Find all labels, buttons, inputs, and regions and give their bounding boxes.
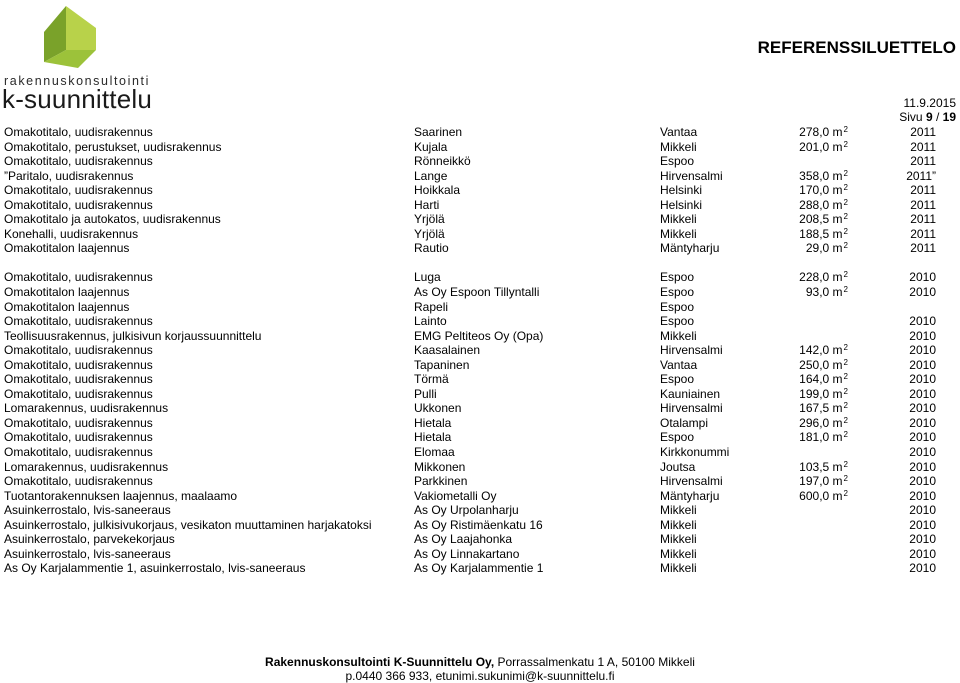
list-item: [0, 401, 960, 416]
project-city: Espoo: [660, 154, 695, 169]
area-value: 208,5: [799, 212, 830, 227]
list-item: [0, 387, 960, 402]
project-description: Omakotitalo, uudisrakennus: [4, 183, 153, 198]
project-city: Mikkeli: [660, 517, 697, 532]
area-value: 103,5: [799, 459, 830, 474]
project-year: 2010: [909, 328, 936, 343]
project-client: EMG Peltiteos Oy (Opa): [414, 328, 544, 343]
project-description: Omakotitalo, uudisrakennus: [4, 372, 153, 387]
project-client: As Oy Karjalammentie 1: [414, 561, 544, 576]
project-city: Hirvensalmi: [660, 343, 723, 358]
page-current: 9: [925, 110, 933, 124]
area-unit: m: [832, 212, 843, 227]
project-year: 2010: [909, 386, 936, 401]
project-year: 2010: [909, 459, 936, 474]
project-city: Mäntyharju: [660, 488, 720, 503]
logo-tagline: rakennuskonsultointi: [4, 74, 150, 88]
project-year: 2011: [910, 183, 936, 198]
project-area: [799, 430, 848, 445]
area-unit: m: [832, 168, 843, 183]
project-description: Asuinkerrostalo, julkisivukorjaus, vesikaton muuttaminen harjakatoksi: [4, 517, 372, 532]
area-unit-superscript: 2: [843, 241, 848, 251]
project-description: Konehalli, uudisrakennus: [4, 226, 139, 241]
project-city: Espoo: [660, 285, 695, 300]
project-client: Rapeli: [414, 299, 449, 314]
project-description: Tuotantorakennuksen laajennus, maalaamo: [4, 488, 238, 503]
project-city: Vantaa: [660, 125, 698, 139]
project-area: [799, 125, 848, 140]
project-year: 2011: [910, 125, 936, 139]
area-value: 181,0: [799, 430, 830, 445]
project-description: Omakotitalon laajennus: [4, 285, 130, 300]
list-item: [0, 503, 960, 518]
list-item: [0, 329, 960, 344]
project-year: 2011: [910, 197, 936, 212]
area-unit: m: [832, 226, 843, 241]
project-description: Omakotitalon laajennus: [4, 241, 130, 256]
list-item: [0, 430, 960, 445]
area-unit-superscript: 2: [843, 430, 848, 440]
project-city: Mäntyharju: [660, 241, 720, 256]
project-year: 2010: [909, 546, 936, 561]
area-unit: m: [832, 241, 843, 256]
area-value: 142,0: [799, 343, 830, 358]
project-city: Joutsa: [660, 459, 696, 474]
area-unit-superscript: 2: [843, 212, 848, 222]
project-description: Omakotitalo, uudisrakennus: [4, 154, 153, 169]
list-item: [0, 372, 960, 387]
area-value: 167,5: [799, 401, 830, 416]
area-value: 288,0: [799, 197, 830, 212]
project-city: Otalampi: [660, 415, 709, 430]
list-item: [0, 518, 960, 533]
project-city: Espoo: [660, 270, 695, 285]
project-city: Mikkeli: [660, 561, 697, 576]
project-client: As Oy Espoon Tillyntalli: [414, 285, 540, 300]
project-area: [799, 270, 848, 285]
project-year: 2010: [909, 270, 936, 285]
project-description: Omakotitalo, uudisrakennus: [4, 125, 153, 139]
project-city: Kauniainen: [660, 386, 721, 401]
list-item: [0, 358, 960, 373]
list-item: [0, 169, 960, 184]
area-value: 197,0: [799, 474, 830, 489]
project-description: Omakotitalo, uudisrakennus: [4, 415, 153, 430]
project-city: Mikkeli: [660, 532, 697, 547]
list-item: [0, 270, 960, 285]
document-title: REFERENSSILUETTELO: [757, 38, 956, 57]
project-description: Omakotitalo, uudisrakennus: [4, 197, 153, 212]
area-unit-superscript: 2: [843, 197, 848, 207]
leaf-logo-icon: [38, 2, 102, 68]
area-value: 29,0: [805, 241, 830, 256]
project-area: [799, 198, 848, 213]
project-year: 2010: [909, 488, 936, 503]
project-area: [799, 343, 848, 358]
list-item: [0, 227, 960, 242]
list-item: [0, 547, 960, 562]
project-city: Mikkeli: [660, 226, 697, 241]
project-client: Mikkonen: [414, 459, 466, 474]
page-total: 19: [942, 110, 956, 124]
project-city: Helsinki: [660, 197, 703, 212]
project-description: Omakotitalo, uudisrakennus: [4, 357, 153, 372]
project-description: Omakotitalo, uudisrakennus: [4, 474, 153, 489]
project-year: 2010: [909, 430, 936, 445]
project-description: Omakotitalo, uudisrakennus: [4, 430, 153, 445]
project-city: Mikkeli: [660, 139, 697, 154]
area-value: 296,0: [799, 415, 830, 430]
project-year: 2011: [910, 241, 936, 256]
project-area: [799, 169, 848, 184]
project-year: 2011: [910, 154, 936, 169]
list-item: [0, 532, 960, 547]
area-unit-superscript: 2: [843, 226, 848, 236]
area-value: 250,0: [799, 357, 830, 372]
project-area: [799, 358, 848, 373]
project-year: 2010: [909, 314, 936, 329]
list-item: [0, 343, 960, 358]
project-year: 2010: [909, 532, 936, 547]
company-logo: [0, 0, 160, 112]
project-year: 2010: [909, 357, 936, 372]
project-city: Helsinki: [660, 183, 703, 198]
area-value: 600,0: [799, 488, 830, 503]
area-unit-superscript: 2: [843, 488, 848, 498]
list-item: [0, 285, 960, 300]
area-unit: m: [832, 343, 843, 358]
project-year: 2011: [910, 139, 936, 154]
area-unit: m: [832, 285, 843, 300]
project-area: [799, 474, 848, 489]
area-unit-superscript: 2: [843, 183, 848, 193]
project-year: 2010: [909, 401, 936, 416]
project-city: Espoo: [660, 372, 695, 387]
project-description: Asuinkerrostalo, parvekekorjaus: [4, 532, 175, 547]
project-client: Saarinen: [414, 125, 463, 139]
area-unit-superscript: 2: [843, 474, 848, 484]
project-city: Hirvensalmi: [660, 401, 723, 416]
list-item: [0, 154, 960, 169]
project-description: As Oy Karjalammentie 1, asuinkerrostalo, lvis-saneeraus: [4, 561, 306, 576]
reference-list: [0, 125, 960, 576]
project-year: 2010: [909, 372, 936, 387]
project-year: 2011”: [906, 168, 936, 183]
document-date: 11.9.2015: [903, 96, 956, 110]
area-unit: m: [832, 125, 843, 139]
project-area: [799, 140, 848, 155]
area-unit-superscript: 2: [843, 415, 848, 425]
area-unit: m: [832, 459, 843, 474]
page-prefix: Sivu: [899, 110, 926, 124]
project-area: [806, 241, 848, 256]
project-year: 2010: [909, 445, 936, 460]
project-client: Hietala: [414, 415, 452, 430]
project-client: Elomaa: [414, 445, 455, 460]
area-value: 164,0: [799, 372, 830, 387]
project-client: As Oy Ristimäenkatu 16: [414, 517, 543, 532]
project-city: Vantaa: [660, 357, 698, 372]
area-unit-superscript: 2: [843, 343, 848, 353]
area-unit-superscript: 2: [843, 357, 848, 367]
project-city: Espoo: [660, 299, 695, 314]
logo-wordmark: k-suunnittelu: [2, 84, 153, 114]
list-item: [0, 460, 960, 475]
project-client: Kujala: [414, 139, 448, 154]
project-year: 2010: [909, 343, 936, 358]
project-description: Omakotitalo, perustukset, uudisrakennus: [4, 139, 222, 154]
project-area: [799, 489, 848, 504]
list-item: [0, 561, 960, 576]
area-unit-superscript: 2: [843, 125, 848, 134]
project-description: Omakotitalo, uudisrakennus: [4, 270, 153, 285]
area-value: 93,0: [805, 285, 830, 300]
area-unit: m: [832, 488, 843, 503]
area-unit: m: [832, 183, 843, 198]
project-client: Hoikkala: [414, 183, 461, 198]
list-item: [0, 445, 960, 460]
area-unit: m: [832, 430, 843, 445]
project-description: Asuinkerrostalo, lvis-saneeraus: [4, 503, 171, 518]
project-description: Omakotitalo, uudisrakennus: [4, 386, 153, 401]
project-description: Lomarakennus, uudisrakennus: [4, 401, 169, 416]
project-client: Pulli: [414, 386, 437, 401]
project-description: Asuinkerrostalo, lvis-saneeraus: [4, 546, 171, 561]
project-area: [806, 285, 848, 300]
project-city: Mikkeli: [660, 212, 697, 227]
project-city: Mikkeli: [660, 503, 697, 518]
project-description: Omakotitalo, uudisrakennus: [4, 445, 153, 460]
project-client: Hietala: [414, 430, 452, 445]
area-unit-superscript: 2: [843, 459, 848, 469]
project-area: [799, 416, 848, 431]
project-client: Yrjölä: [414, 212, 445, 227]
project-client: Lange: [414, 168, 448, 183]
project-area: [799, 183, 848, 198]
list-item: [0, 474, 960, 489]
project-area: [799, 401, 848, 416]
footer-line-1: [0, 655, 960, 669]
area-value: 170,0: [799, 183, 830, 198]
area-value: 358,0: [799, 168, 830, 183]
area-unit: m: [832, 415, 843, 430]
project-area: [799, 387, 848, 402]
project-area: [799, 460, 848, 475]
list-item: [0, 314, 960, 329]
area-unit: m: [832, 139, 843, 154]
area-unit-superscript: 2: [843, 168, 848, 178]
project-client: Rautio: [414, 241, 449, 256]
page-separator: /: [932, 110, 943, 124]
project-description: Omakotitalo ja autokatos, uudisrakennus: [4, 212, 221, 227]
project-area: [799, 227, 848, 242]
area-unit-superscript: 2: [843, 372, 848, 382]
area-value: 199,0: [799, 386, 830, 401]
area-unit-superscript: 2: [843, 270, 848, 280]
list-item: [0, 300, 960, 315]
project-client: Luga: [414, 270, 441, 285]
project-description: ”Paritalo, uudisrakennus: [4, 168, 134, 183]
project-client: Parkkinen: [414, 474, 468, 489]
footer-contact: p.0440 366 933, etunimi.sukunimi@k-suunnittelu.fi: [345, 669, 615, 683]
project-year: 2011: [910, 212, 936, 227]
area-unit-superscript: 2: [843, 139, 848, 149]
project-client: Ukkonen: [414, 401, 462, 416]
project-year: 2010: [909, 503, 936, 518]
project-year: 2010: [909, 517, 936, 532]
project-client: Harti: [414, 197, 440, 212]
project-description: Omakotitalo, uudisrakennus: [4, 343, 153, 358]
project-city: Hirvensalmi: [660, 474, 723, 489]
area-unit: m: [832, 270, 843, 285]
project-description: Omakotitalon laajennus: [4, 299, 130, 314]
footer-address: Porrassalmenkatu 1 A, 50100 Mikkeli: [494, 655, 695, 669]
project-description: Lomarakennus, uudisrakennus: [4, 459, 169, 474]
project-description: Omakotitalo, uudisrakennus: [4, 314, 153, 329]
footer-company: Rakennuskonsultointi K-Suunnittelu Oy,: [265, 655, 495, 669]
row-gap: [0, 256, 960, 271]
area-unit: m: [832, 401, 843, 416]
project-client: Yrjölä: [414, 226, 445, 241]
list-item: [0, 212, 960, 227]
project-client: Vakiometalli Oy: [414, 488, 497, 503]
area-unit: m: [832, 197, 843, 212]
project-area: [799, 212, 848, 227]
project-client: As Oy Urpolanharju: [414, 503, 519, 518]
project-city: Espoo: [660, 430, 695, 445]
area-value: 201,0: [799, 139, 830, 154]
area-unit: m: [832, 386, 843, 401]
project-client: Kaasalainen: [414, 343, 481, 358]
area-unit-superscript: 2: [843, 386, 848, 396]
area-unit: m: [832, 357, 843, 372]
project-client: Lainto: [414, 314, 447, 329]
area-unit: m: [832, 474, 843, 489]
area-unit-superscript: 2: [843, 401, 848, 411]
area-unit: m: [832, 372, 843, 387]
list-item: [0, 416, 960, 431]
page-number: [899, 110, 956, 124]
project-city: Kirkkonummi: [660, 445, 730, 460]
project-city: Hirvensalmi: [660, 168, 723, 183]
project-city: Mikkeli: [660, 546, 697, 561]
project-area: [799, 372, 848, 387]
list-item: [0, 241, 960, 256]
list-item: [0, 125, 960, 140]
list-item: [0, 183, 960, 198]
project-city: Espoo: [660, 314, 695, 329]
list-item: [0, 140, 960, 155]
project-year: 2010: [909, 415, 936, 430]
logo-leaf-light: [66, 6, 96, 50]
project-client: Tapaninen: [414, 357, 470, 372]
project-client: As Oy Laajahonka: [414, 532, 513, 547]
area-value: 188,5: [799, 226, 830, 241]
project-description: Teollisuusrakennus, julkisivun korjaussuunnittelu: [4, 328, 262, 343]
project-year: 2010: [909, 285, 936, 300]
project-client: As Oy Linnakartano: [414, 546, 520, 561]
area-unit-superscript: 2: [843, 285, 848, 295]
project-client: Törmä: [414, 372, 449, 387]
project-year: 2010: [909, 474, 936, 489]
area-value: 278,0: [799, 125, 830, 139]
area-value: 228,0: [799, 270, 830, 285]
project-client: Rönneikkö: [414, 154, 471, 169]
project-year: 2011: [910, 226, 936, 241]
project-city: Mikkeli: [660, 328, 697, 343]
list-item: [0, 489, 960, 504]
list-item: [0, 198, 960, 213]
project-year: 2010: [909, 561, 936, 576]
